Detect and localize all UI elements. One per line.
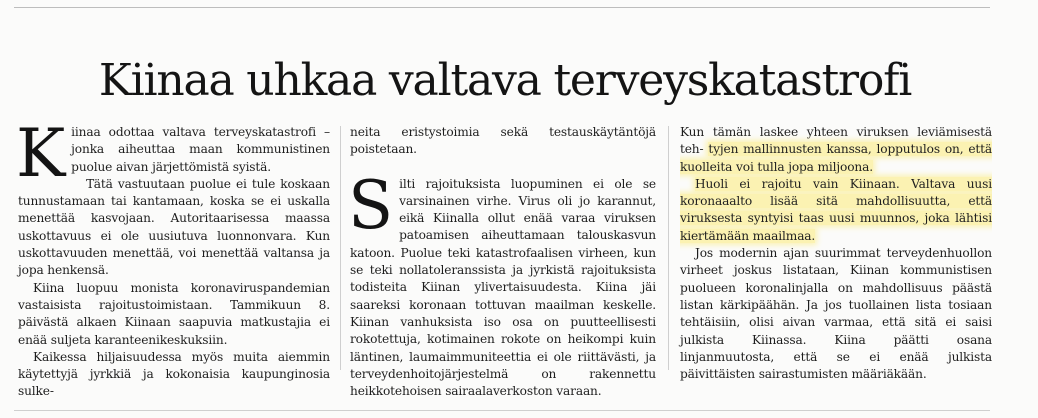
paragraph: Kun tämän laskee yhteen viruksen leviämisestä teh- tyjen mallinnusten kanssa, lopputulos on, että kuolleita voi tulla jopa miljoona. xyxy=(680,125,993,174)
top-rule xyxy=(14,7,990,8)
paragraph: Kiina luopuu monista koronaviruspandemian vastaisista rajoitustoimistaan. Tammikuun 8. päivästä alkaen Kiinaan saapuvia matkustajia ei enää suljeta karanteenikeskuksiin. xyxy=(18,280,330,347)
article-column-1 xyxy=(16,115,330,401)
paragraph: Kiinaa odottaa valtava terveyskatastrofi – jonka aiheuttaa maan kommunistinen puolue aivan järjettömistä syistä. xyxy=(16,115,330,192)
paragraph: Jos modernin ajan suurimmat terveydenhuollon virheet joskus listataan, Kiinan kommunistisen puolueen koronalinjalla on mahdollisuus päästä listan kärkipäähän. Ja jos tuollainen lista tosiaan tehtäisiin, olisi aivan varmaa, että sitä ei saisi julkista Kiinassa. Kiina päätti osana linjanmuutosta, että se ei enää julkista päivittäisten sairastumisten määriäkään. xyxy=(680,246,992,382)
paragraph: neita eristystoimia sekä testauskäytäntöjä poistetaan. xyxy=(350,125,656,157)
highlighted-text: Huoli ei rajoitu vain Kiinaan. Valtava uusi koronaaalto lisää sitä mahdollisuutta, että viruksesta syntyisi taas uusi muunnos, joka lähtisi kiertämään maailmaa. xyxy=(680,176,992,243)
drop-cap: S xyxy=(348,166,394,244)
column-divider xyxy=(340,126,341,370)
article-headline: Kiinaa uhkaa valtava terveyskatastrofi xyxy=(98,55,912,106)
article-column-2 xyxy=(350,124,656,400)
paragraph: Kaikessa hiljaisuudessa myös muita aiemmin käytettyjä jyrkkiä ja kokonaisia kaupunginosia sulke- xyxy=(18,349,330,399)
paragraph: Silti rajoituksista luopuminen ei ole se varsinainen virhe. Virus oli jo karannut, eikä Kiinalla ollut enää varaa viruksen patoamisen aiheuttamaan talouskasvun katoon. Puolue teki katastrofaalisen virheen, kun se teki nollatoleranssista ja jyrkistä rajoituksista todisteita Kiinan ylivertaisuudesta. Kiina jäi saareksi koronaan tottuvan maailman keskelle. Kiinan vanhuksista iso osa on puutteellisesti rokotettuja, kotimainen rokote on heikompi kuin läntinen, laumaimmuniteettia ei ole riittävästi, ja terveydenhoitojärjestelmä on rakennettu heikkotehoisen sairaalaverkoston varaan. xyxy=(348,166,656,399)
paragraph: Tätä vastuutaan puolue ei tule koskaan tunnustamaan tai kantamaan, koska se ei uskalla menettää kasvojaan. Autoritaarisessa maassa uskottavuus ei ole uusiutuva luonnonvara. Kun uskottavuuden menettää, voi menettää valtansa ja jopa henkensä. xyxy=(18,176,330,278)
bottom-rule xyxy=(14,410,990,411)
paragraph xyxy=(680,176,992,245)
article-column-3 xyxy=(680,124,992,383)
column-divider xyxy=(668,126,669,370)
highlighted-text: tyjen mallinnusten kanssa, lopputulos on, että kuolleita voi tulla jopa miljoona. xyxy=(680,142,993,174)
drop-cap: K xyxy=(16,115,66,192)
